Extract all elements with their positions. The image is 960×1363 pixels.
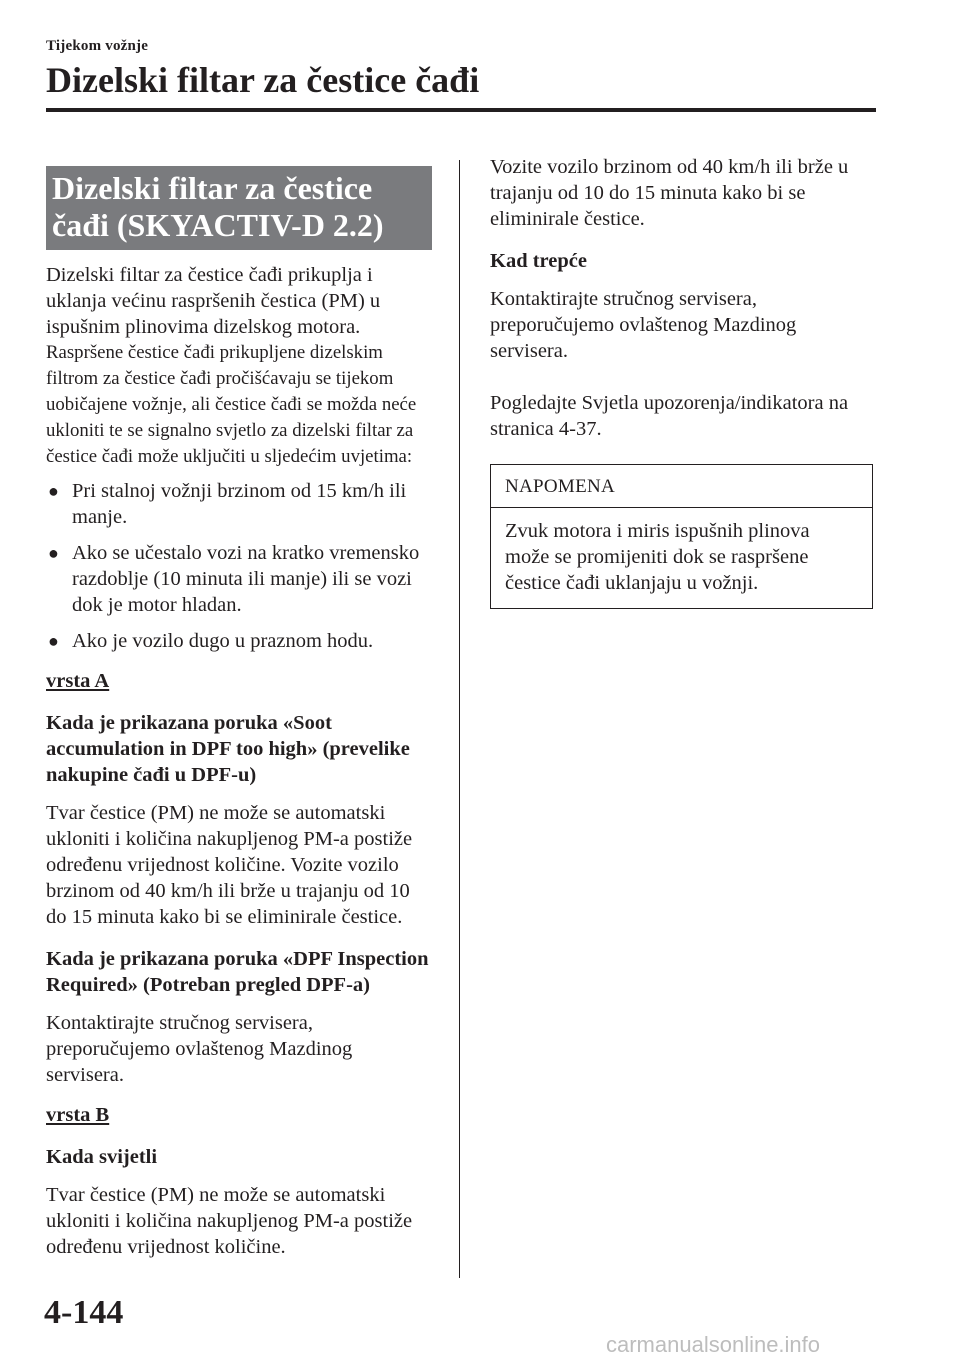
bullet-icon: ● <box>48 631 59 651</box>
type-b-heading: vrsta B <box>46 1104 110 1126</box>
blink-text: Kontaktirajte stručnog servisera, preporučujemo ovlaštenog Mazdinog servisera. <box>490 288 797 362</box>
page-number: 4-144 <box>44 1294 124 1331</box>
lit-heading: Kada svijetli <box>46 1146 158 1168</box>
right-column <box>490 154 876 609</box>
section-title-box <box>46 166 432 250</box>
intro-paragraph: Dizelski filtar za čestice čađi prikuplja i uklanja većinu raspršenih čestica (PM) u ispušnim plinovima dizelskog motora. <box>46 264 381 338</box>
cross-reference: Pogledajte Svjetla upozorenja/indikatora na stranica 4-37. <box>490 392 849 440</box>
blink-heading: Kad trepće <box>490 250 587 272</box>
section-title-line2: čađi (SKYACTIV-D 2.2) <box>52 207 384 243</box>
section-title-line1: Dizelski filtar za čestice <box>52 170 373 206</box>
inspection-message-heading: Kada je prikazana poruka «DPF Inspection Required» (Potreban pregled DPF-a) <box>46 948 429 996</box>
bullet-icon: ● <box>48 481 59 501</box>
type-a-heading: vrsta A <box>46 670 110 692</box>
lit-text: Tvar čestice (PM) ne može se automatski ukloniti i količina nakupljenog PM-a postiže određenu vrijednost količine. <box>46 1184 413 1258</box>
column-divider <box>459 160 460 1278</box>
page-title: Dizelski filtar za čestice čađi <box>46 60 480 100</box>
conditions-intro: Raspršene čestice čađi prikupljene dizelskim filtrom za čestice čađi pročišćavaju se tijekom uobičajene vožnje, ali čestice čađi se možda neće ukloniti te se signalno svjetlo za dizelski filtar za čestice čađi može uključiti u sljedećim uvjetima: <box>46 342 417 467</box>
bullet-icon: ● <box>48 543 59 563</box>
conditions-list <box>46 478 432 654</box>
note-text: Zvuk motora i miris ispušnih plinova može se promijeniti dok se raspršene čestice čađi uklanjaju u vožnji. <box>505 520 810 594</box>
inspection-message-text: Kontaktirajte stručnog servisera, preporučujemo ovlaštenog Mazdinog servisera. <box>46 1012 353 1086</box>
soot-message-heading: Kada je prikazana poruka «Soot accumulation in DPF too high» (prevelike nakupine čađi u DPF-u) <box>46 712 410 786</box>
section-label: Tijekom vožnje <box>46 38 149 54</box>
left-column <box>46 166 432 1260</box>
soot-message-text: Tvar čestice (PM) ne može se automatski ukloniti i količina nakupljenog PM-a postiže određenu vrijednost količine. Vozite vozilo brzinom od 40 km/h ili brže u trajanju od 10 do 15 minuta kako bi se eliminirale čestice. <box>46 802 413 928</box>
watermark: carmanualsonline.info <box>606 1332 821 1357</box>
note-title: NAPOMENA <box>491 465 872 508</box>
continued-text: Vozite vozilo brzinom od 40 km/h ili brže u trajanju od 10 do 15 minuta kako bi se eliminirale čestice. <box>490 156 849 230</box>
note-box <box>490 464 873 609</box>
list-item: ● Pri stalnoj vožnji brzinom od 15 km/h ili manje. <box>48 480 407 528</box>
list-item: ● Ako je vozilo dugo u praznom hodu. <box>48 630 374 652</box>
header-divider <box>46 108 876 112</box>
list-item: ● Ako se učestalo vozi na kratko vremensko razdoblje (10 minuta ili manje) ili se vozi dok je motor hladan. <box>48 542 420 616</box>
